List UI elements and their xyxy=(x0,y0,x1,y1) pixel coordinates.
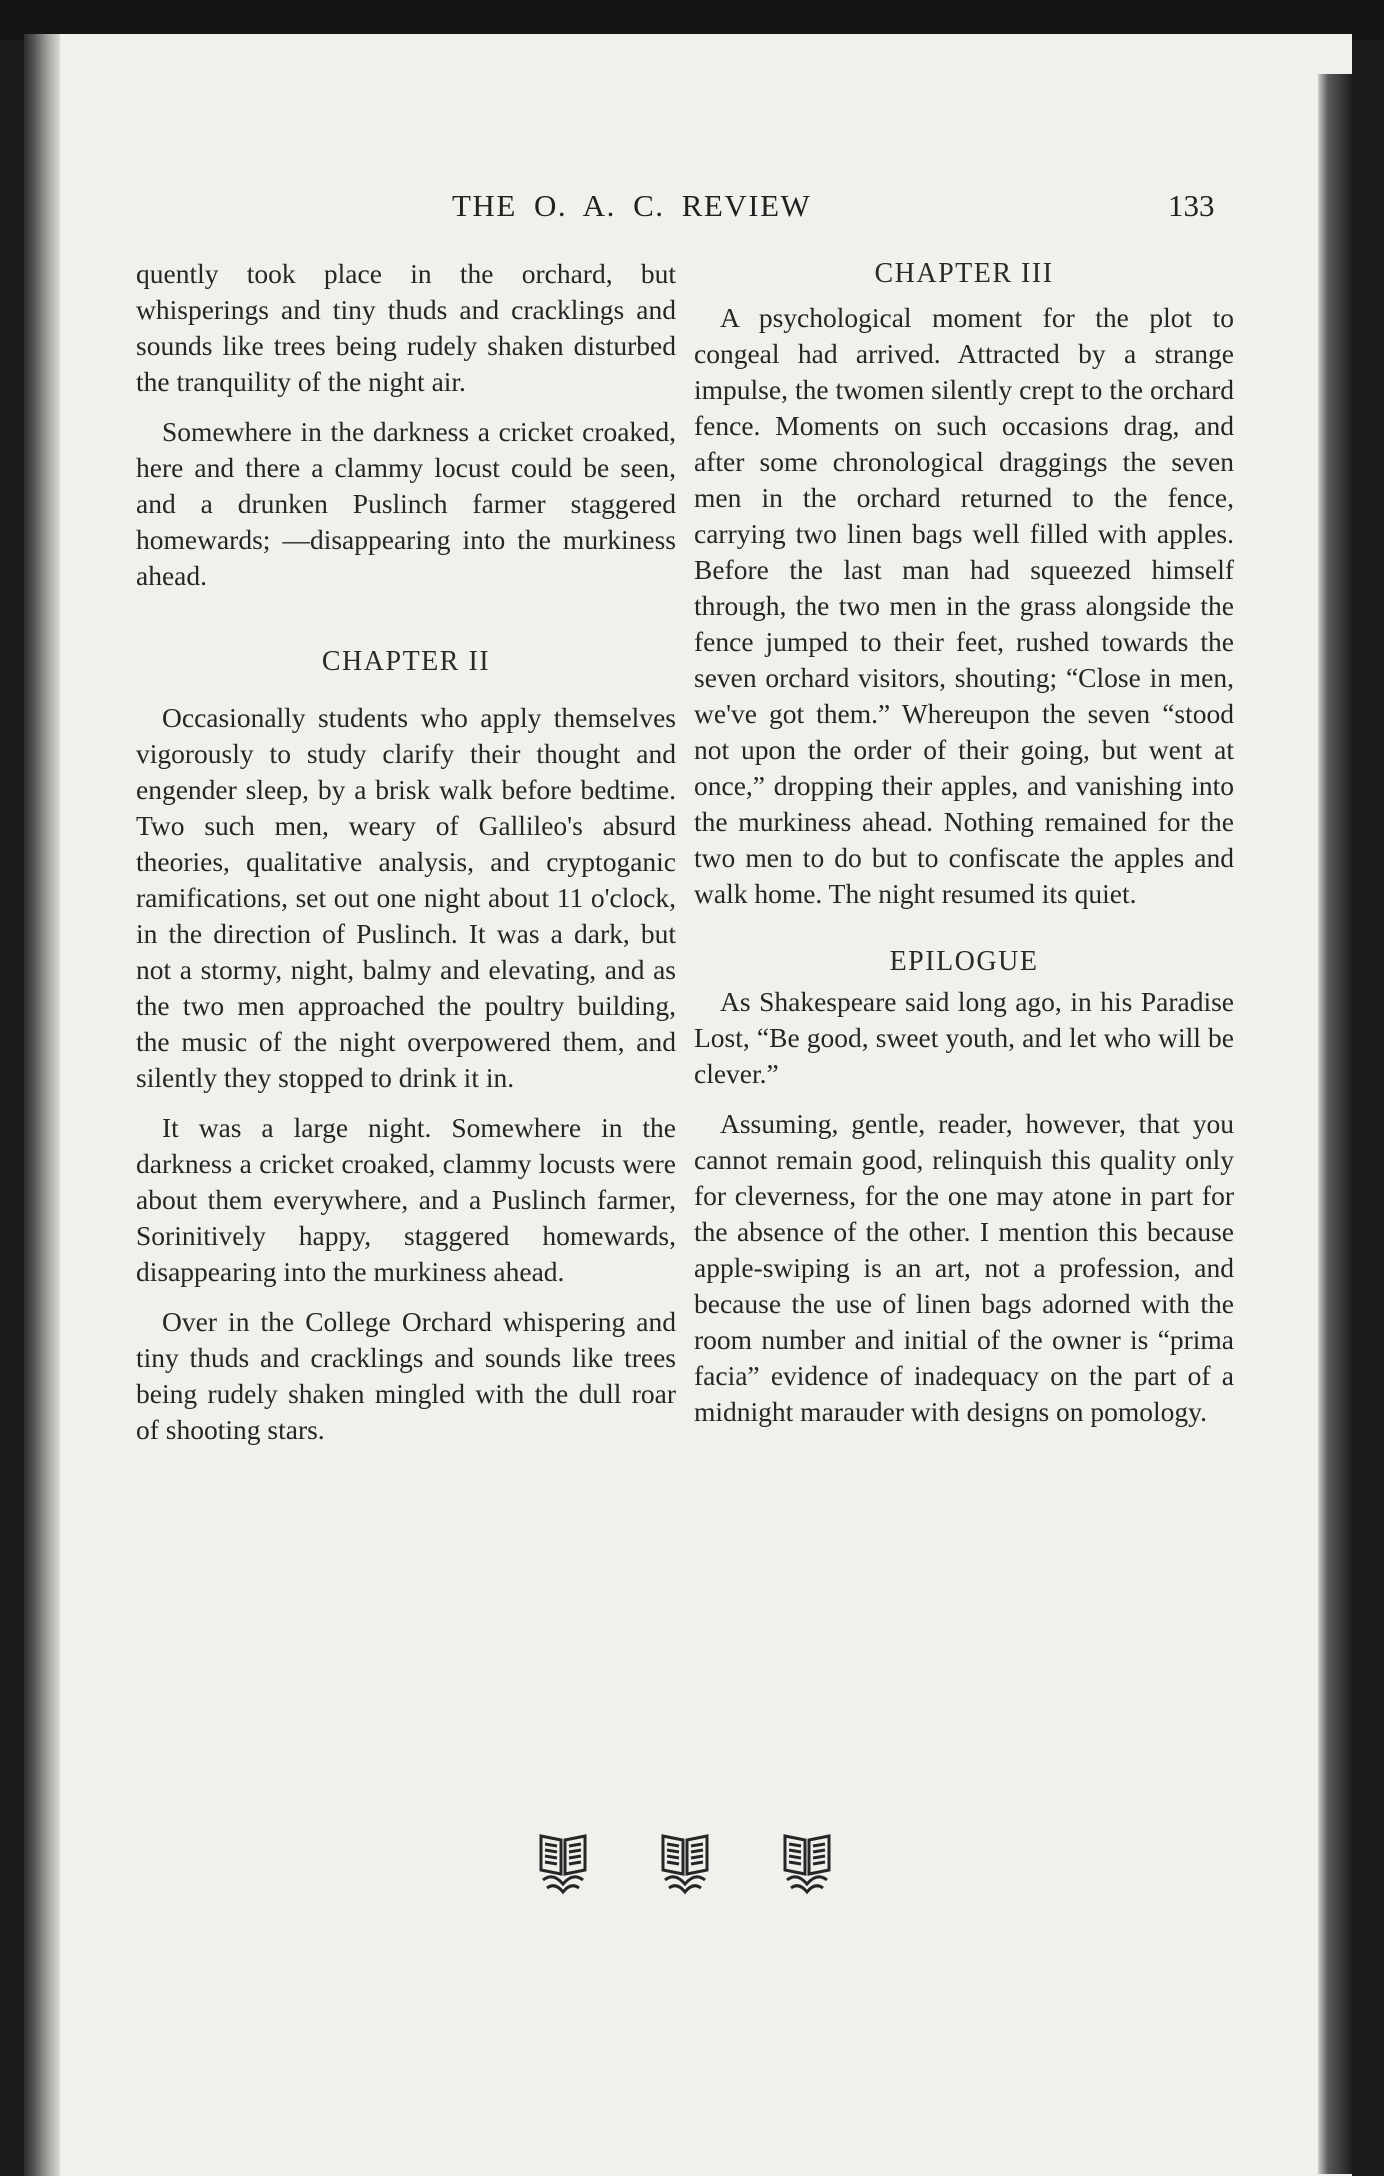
page-gutter-shadow xyxy=(24,34,60,2176)
paragraph: A psychological moment for the plot to congeal had arrived. Attracted by a strange impulse, the twomen silently crept to the orchard fence. Moments on such occasions drag, and after some chronological draggings the seven men in the orchard returned to the fence, carrying two linen bags well filled with apples. Before the last man had squeezed himself through, the two men in the grass alongside the fence jumped to their feet, rushed towards the seven orchard visitors, shouting; “Close in men, we've got them.” Whereupon the seven “stood not upon the order of their going, but went at once,” dropping their apples, and vanishing into the murkiness ahead. Nothing remained for the two men to do but to confiscate the apples and walk home. The night resumed its quiet. xyxy=(694,302,1234,909)
paragraph: Somewhere in the darkness a cricket croaked, here and there a clammy locust could be seen, and a drunken Puslinch farmer staggered homewards; —disappearing into the murkiness ahead. xyxy=(136,416,676,591)
page-edge-shadow xyxy=(1318,74,1352,2174)
running-header xyxy=(0,188,1384,228)
book-ornament-icon xyxy=(779,1830,835,1898)
book-ornament-icon xyxy=(535,1830,591,1898)
epilogue-heading: EPILOGUE xyxy=(889,946,1039,977)
paragraph: Over in the College Orchard whispering and tiny thuds and cracklings and sounds like trees being rudely shaken mingled with the dull roar of shooting stars. xyxy=(136,1306,676,1445)
left-column xyxy=(136,256,676,1462)
right-column xyxy=(694,256,1234,1444)
paragraph: As Shakespeare said long ago, in his Paradise Lost, “Be good, sweet youth, and let who will be clever.” xyxy=(694,986,1234,1089)
book-ornament-icon xyxy=(657,1830,713,1898)
paragraph: Occasionally students who apply themselves vigorously to study clarify their thought and engender sleep, by a brisk walk before bedtime. Two such men, weary of Gallileo's absurd theories, qualitative analysis, and cryptoganic ramifications, set out one night about 11 o'clock, in the direction of Puslinch. It was a dark, but not a stormy, night, balmy and elevating, and as the two men approached the poultry building, the music of the night overpowered them, and silently they stopped to drink it in. xyxy=(136,702,676,1093)
journal-title: THE O. A. C. REVIEW xyxy=(452,188,812,223)
chapter-heading: CHAPTER III xyxy=(874,258,1054,289)
paragraph: quently took place in the orchard, but whisperings and tiny thuds and cracklings and sounds like trees being rudely shaken disturbed the tranquility of the night air. xyxy=(136,258,676,397)
chapter-heading: CHAPTER II xyxy=(321,646,491,677)
ornament-row xyxy=(535,1830,835,1898)
paragraph: Assuming, gentle, reader, however, that you cannot remain good, relinquish this quality only for cleverness, for the one may atone in part for the absence of the other. I mention this because apple-swiping is an art, not a profession, and because the use of linen bags adorned with the room number and initial of the owner is “prima facia” evidence of inadequacy on the part of a midnight marauder with designs on pomology. xyxy=(694,1108,1234,1427)
paragraph: It was a large night. Somewhere in the darkness a cricket croaked, clammy locusts were about them everywhere, and a Puslinch farmer, Sorinitively happy, staggered homewards, disappearing into the murkiness ahead. xyxy=(136,1112,676,1287)
page-number: 133 xyxy=(1168,188,1215,223)
